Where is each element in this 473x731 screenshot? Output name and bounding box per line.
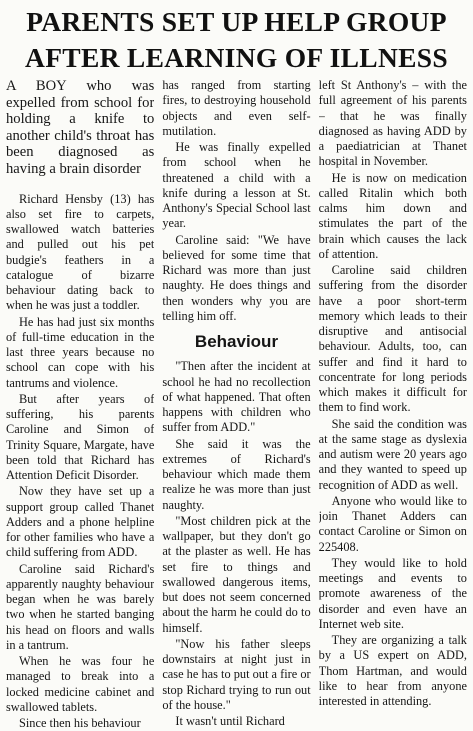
article-body — [6, 78, 467, 728]
paragraph: He is now on medication called Ritalin which both calms him down and stimulates the part of the brain which causes the lack of attention. — [318, 170, 467, 261]
paragraph: They are organizing a talk by a US expert on ADD, Thom Hartman, and would like to hear from anyone interested in attending. — [318, 633, 467, 708]
paragraph: They would like to hold meetings and events to promote awareness of the disorder and even have an Internet web site. — [318, 555, 467, 631]
lede-paragraph: A BOY who was expelled from school for holding a knife to another child's throat has been diagnosed as having a brain disorder — [6, 78, 155, 177]
paragraph: She said it was the extremes of Richard's behaviour which made them realize he was more than just naughty. — [162, 436, 311, 512]
paragraph: Now they have set up a support group called Thanet Adders and a phone helpline for other families who have a child suffering from ADD. — [6, 484, 155, 560]
paragraph: "Now his father sleeps downstairs at night just in case he has to put out a fire or stop Richard trying to run out of the house." — [162, 636, 311, 712]
paragraph: Caroline said: "We have believed for some time that Richard was more than just naughty. He does things and then wonders why you are telling him off. — [162, 232, 311, 323]
column-1 — [6, 78, 154, 728]
headline-line-1: PARENTS SET UP HELP GROUP — [26, 6, 447, 37]
headline-line-2: AFTER LEARNING OF ILLNESS — [25, 42, 448, 73]
paragraph: She said the condition was at the same stage as dyslexia and autism were 20 years ago and they wanted to speed up recognition of ADD as well. — [318, 416, 467, 492]
paragraph: Anyone who would like to join Thanet Adders can contact Caroline or Simon on 225408. — [318, 493, 467, 554]
paragraph: Caroline said children suffering from the disorder have a poor short-term memory which leads to their disruptive and antisocial behaviour. Adults, too, can suffer and find it hard to concentrate for long periods which makes it difficult for them to find work. — [318, 263, 467, 415]
paragraph: "Then after the incident at school he had no recollection of what happened. That often happens with children who suffer from ADD." — [162, 359, 311, 435]
paragraph: It wasn't until Richard — [175, 714, 285, 728]
paragraph: When he was four he managed to break into a locked medicine cabinet and swallowed tablets. — [6, 654, 155, 714]
paragraph: He has had just six months of full-time education in the last three years because no school can cope with his tantrums and violence. — [6, 314, 155, 390]
paragraph: But after years of suffering, his parents Caroline and Simon of Trinity Square, Margate, have been told that Richard has Attention Deficit Disorder. — [6, 391, 155, 483]
column-3 — [319, 78, 467, 728]
column-2 — [162, 78, 310, 728]
paragraph: Richard Hensby (13) has also set fire to carpets, swallowed watch batteries and pulled out his pet budgie's feathers in a catalogue of bizarre behaviour dating back to when he was just a toddler. — [6, 191, 155, 313]
paragraph: He was finally expelled from school when he threatened a child with a knife during a lesson at St. Anthony's Special School last year. — [162, 140, 311, 231]
paragraph: has ranged from starting fires, to destroying household objects and even self-mutilation. — [162, 78, 311, 138]
paragraph: Caroline said Richard's apparently naughty behaviour began when he was barely two when he started banging his head on floors and walls in a tantrum. — [6, 561, 155, 652]
headline — [6, 4, 467, 76]
paragraph: left St Anthony's – with the full agreement of his parents – that he was finally diagnosed as having ADD by a paediatrician at Thanet hospital in November. — [318, 78, 467, 169]
subheading: Behaviour — [194, 332, 279, 351]
paragraph: Since then his behaviour — [19, 716, 141, 728]
paragraph: "Most children pick at the wallpaper, but they don't go at the plaster as well. He has set fire to things and swallowed dangerous items, but does not seem concerned about the harm he could do to himself. — [162, 513, 311, 635]
